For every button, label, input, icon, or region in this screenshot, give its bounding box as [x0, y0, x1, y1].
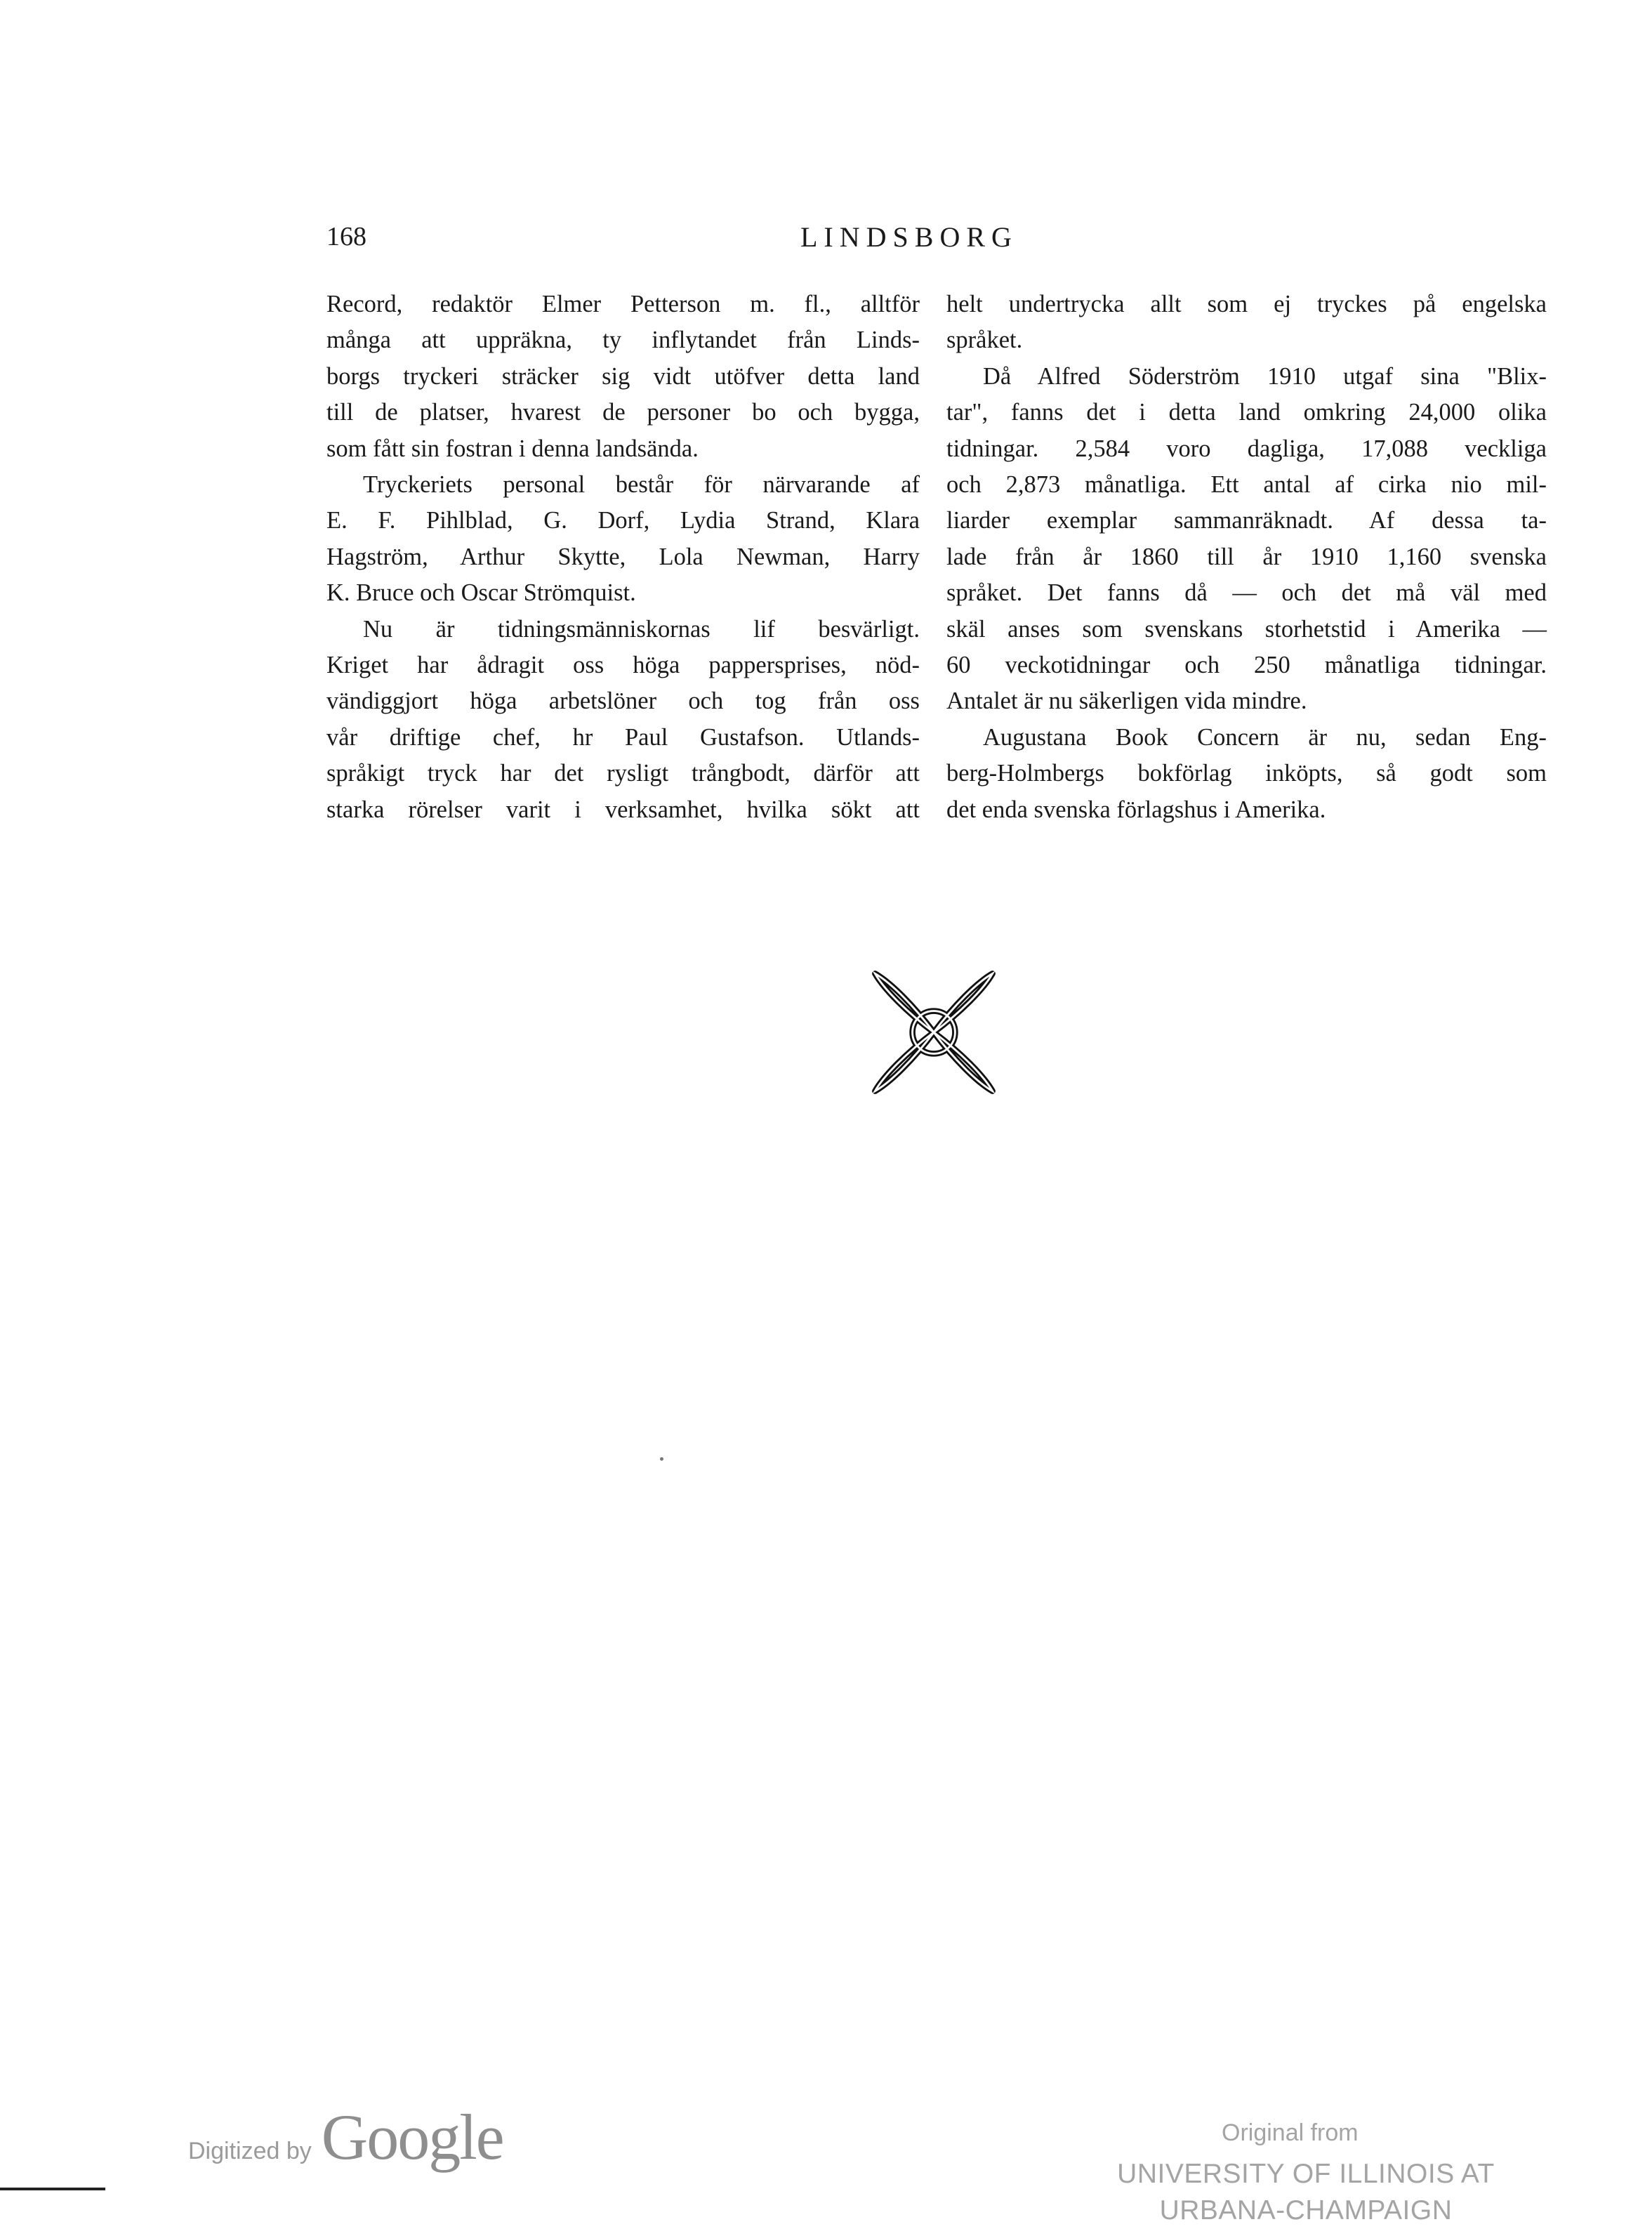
page-number: 168: [326, 222, 366, 251]
text-line: till de platser, hvarest de personer bo och bygga,: [326, 399, 920, 426]
text-line: Då Alfred Söderström 1910 utgaf sina "Blix-: [983, 362, 1547, 390]
text-line: K. Bruce och Oscar Strömquist.: [326, 579, 636, 607]
digitized-by-google: [188, 2100, 503, 2174]
text-line: Tryckeriets personal består för närvarande af: [363, 471, 920, 499]
text-line: E. F. Pihlblad, G. Dorf, Lydia Strand, Klara: [326, 507, 920, 534]
text-line: skäl anses som svenskans storhetstid i Amerika —: [946, 615, 1547, 643]
text-line: liarder exemplar sammanräknadt. Af dessa ta-: [946, 507, 1547, 534]
running-title: LINDSBORG: [800, 221, 1018, 253]
google-logo: Google: [321, 2101, 503, 2173]
text-line: Record, redaktör Elmer Petterson m. fl., alltför: [326, 291, 920, 317]
institution-name: [1095, 2156, 1516, 2229]
scan-edge-mark: [0, 2188, 105, 2190]
text-line: tar", fanns det i detta land omkring 24,000 olika: [946, 399, 1547, 426]
text-line: som fått sin fostran i denna landsända.: [326, 435, 699, 462]
text-line: många att uppräkna, ty inflytandet från Linds-: [326, 327, 920, 354]
right-text-column: [946, 287, 1547, 828]
text-line: tidningar. 2,584 voro dagliga, 17,088 veckliga: [946, 435, 1547, 462]
text-line: Augustana Book Concern är nu, sedan Eng-: [983, 723, 1547, 751]
text-line: borgs tryckeri sträcker sig vidt utöfver detta land: [326, 362, 920, 390]
text-line: språkigt tryck har det rysligt trångbodt, därför att: [326, 760, 920, 787]
print-speck: [660, 1457, 663, 1461]
text-line: språket. Det fanns då — och det må väl med: [946, 579, 1547, 607]
text-line: och 2,873 månatliga. Ett antal af cirka nio mil-: [946, 471, 1547, 499]
left-text-column: [326, 287, 920, 828]
text-line: Kriget har ådragit oss höga pappersprises, nöd-: [326, 652, 920, 679]
text-line: starka rörelser varit i verksamhet, hvilka sökt att: [326, 796, 920, 823]
text-line: lade från år 1860 till år 1910 1,160 svenska: [946, 543, 1547, 570]
celtic-knot-icon: [867, 966, 1000, 1099]
text-line: Nu är tidningsmänniskornas lif besvärligt.: [363, 615, 920, 643]
text-line: det enda svenska förlagshus i Amerika.: [946, 796, 1326, 823]
institution-line: UNIVERSITY OF ILLINOIS AT: [1117, 2159, 1495, 2189]
text-line: vår driftige chef, hr Paul Gustafson. Utlands-: [326, 723, 920, 751]
digitized-label: Digitized by: [188, 2138, 312, 2164]
text-line: Antalet är nu säkerligen vida mindre.: [946, 688, 1307, 715]
text-line: vändiggjort höga arbetslöner och tog från oss: [326, 688, 920, 715]
text-line: berg-Holmbergs bokförlag inköpts, så godt som: [946, 760, 1547, 787]
text-line: språket.: [946, 327, 1023, 354]
text-line: Hagström, Arthur Skytte, Lola Newman, Harry: [326, 543, 920, 570]
text-line: helt undertrycka allt som ej tryckes på engelska: [946, 291, 1547, 317]
text-line: 60 veckotidningar och 250 månatliga tidningar.: [946, 652, 1547, 679]
original-from-label: Original from: [1222, 2119, 1359, 2146]
institution-line: URBANA-CHAMPAIGN: [1159, 2195, 1453, 2225]
